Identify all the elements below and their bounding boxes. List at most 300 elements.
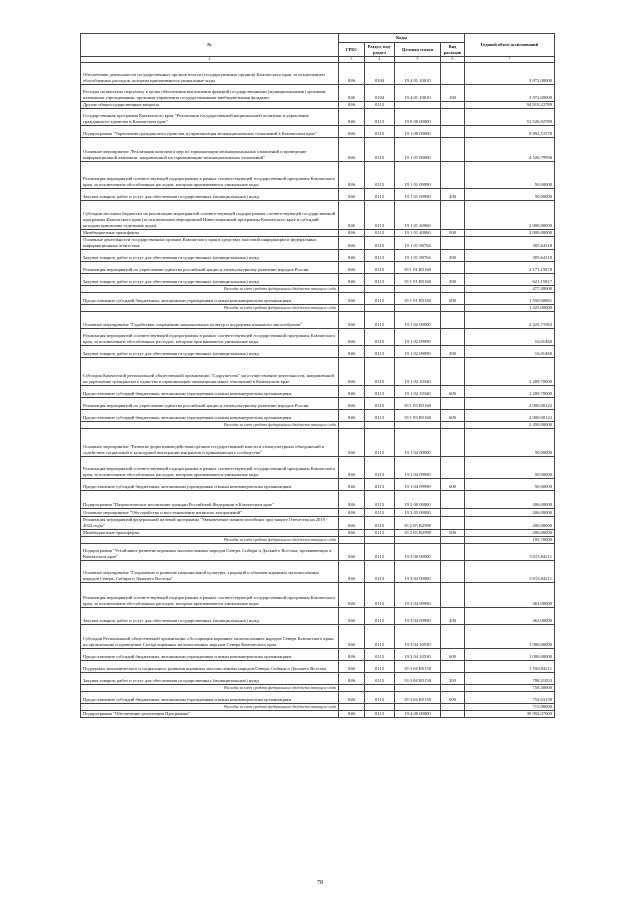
- row-razdel: 0113: [365, 109, 395, 126]
- row-amount: 206,00000: [465, 530, 555, 537]
- row-amount: 2 171,15878: [465, 262, 555, 274]
- row-name: Предоставление субсидий бюджетным, автономным учреждениям и иным некоммерческим организациям: [81, 649, 339, 661]
- row-amount: 3 013,84211: [465, 544, 555, 561]
- row-razdel: 0113: [365, 649, 395, 661]
- table-row: [81, 661, 555, 673]
- row-grbs: [339, 704, 365, 711]
- row-amount: 2 000,00000: [465, 201, 555, 230]
- table-row: [81, 608, 555, 625]
- row-expense-type: 200: [441, 608, 465, 625]
- row-expense-type: [441, 457, 465, 479]
- row-razdel: [365, 704, 395, 711]
- row-amount: 50,00000: [465, 429, 555, 457]
- row-name: Подпрограмма "Устойчивое развитие коренных малочисленных народов Севера, Сибири и Дальнего Востока, проживающих в Камчатском крае": [81, 544, 339, 561]
- row-grbs: 846: [339, 162, 365, 189]
- row-grbs: [339, 422, 365, 429]
- row-name: Предоставление субсидий бюджетным, автономным учреждениям и иным некоммерческим организациям: [81, 386, 339, 398]
- row-amount: 51 526,92789: [465, 109, 555, 126]
- table-row: [81, 189, 555, 201]
- row-target-article: 19 1 01 R5160: [395, 293, 441, 305]
- row-amount: 1 000,00000: [465, 625, 555, 649]
- row-razdel: 0113: [365, 561, 395, 583]
- row-target-article: 19 1 01 98704: [395, 237, 441, 250]
- row-amount: 4 526,79996: [465, 138, 555, 162]
- row-expense-type: [441, 63, 465, 85]
- row-target-article: 19 1 01 R5160: [395, 274, 441, 286]
- row-razdel: 0113: [365, 583, 395, 608]
- row-grbs: 846: [339, 479, 365, 491]
- table-row: [81, 711, 555, 718]
- row-expense-type: [441, 138, 465, 162]
- table-row: [81, 429, 555, 457]
- row-grbs: 846: [339, 583, 365, 608]
- row-name: Расходы за счет средств федерального бюджета текущего года: [81, 685, 339, 692]
- row-grbs: 846: [339, 692, 365, 704]
- row-grbs: [339, 305, 365, 312]
- row-expense-type: [441, 661, 465, 673]
- table-row: [81, 517, 555, 530]
- row-target-article: [395, 305, 441, 312]
- row-expense-type: 200: [441, 673, 465, 685]
- row-grbs: 846: [339, 386, 365, 398]
- row-razdel: 0113: [365, 544, 395, 561]
- row-name: Реализация мероприятий соответствующей подпрограммы в рамках соответствующей государственной программы Камчатского края, за исключением обособленных расходов, которым присваиваются уникальные коды: [81, 162, 339, 189]
- row-expense-type: [441, 544, 465, 561]
- row-razdel: 0113: [365, 517, 395, 530]
- row-expense-type: 500: [441, 230, 465, 237]
- row-amount: 2 225,71582: [465, 312, 555, 329]
- row-target-article: 19 1 01 R5160: [395, 262, 441, 274]
- row-expense-type: 500: [441, 530, 465, 537]
- row-target-article: [395, 102, 441, 109]
- row-target-article: 19 3 04 10530: [395, 649, 441, 661]
- table-row: [81, 230, 555, 237]
- table-row: [81, 237, 555, 250]
- row-amount: 16,01460: [465, 329, 555, 346]
- row-expense-type: [441, 329, 465, 346]
- table-row: [81, 673, 555, 685]
- row-name: Государственная программа Камчатского края "Реализация государственной национальной политики и укрепление гражданского единства в Камчатском крае": [81, 109, 339, 126]
- row-expense-type: 100: [441, 85, 465, 102]
- row-amount: 195,70000: [465, 537, 555, 544]
- row-razdel: 0113: [365, 673, 395, 685]
- row-grbs: 846: [339, 189, 365, 201]
- table-row: [81, 293, 555, 305]
- row-target-article: [395, 685, 441, 692]
- row-amount: 477,49000: [465, 286, 555, 293]
- row-razdel: 0113: [365, 329, 395, 346]
- row-razdel: [365, 422, 395, 429]
- column-number: 3: [339, 57, 365, 63]
- row-expense-type: [441, 537, 465, 544]
- row-expense-type: 600: [441, 293, 465, 305]
- row-amount: 50,00000: [465, 162, 555, 189]
- row-name: Предоставление субсидий бюджетным, автономным учреждениям и иным некоммерческим организациям: [81, 479, 339, 491]
- row-expense-type: [441, 517, 465, 530]
- row-expense-type: [441, 162, 465, 189]
- row-target-article: 19 1 03 R5160: [395, 410, 441, 422]
- row-grbs: 846: [339, 711, 365, 718]
- federal-funds-note-row: [81, 422, 555, 429]
- row-razdel: 0113: [365, 398, 395, 410]
- column-number: 6: [441, 57, 465, 63]
- table-row: [81, 561, 555, 583]
- row-target-article: 19 3 04 10530: [395, 625, 441, 649]
- row-target-article: 19 3 04 09990: [395, 583, 441, 608]
- row-target-article: 19 1 01 98704: [395, 250, 441, 262]
- row-target-article: 19 1 02 00000: [395, 312, 441, 329]
- row-amount: 206,00000: [465, 509, 555, 517]
- row-name: Предоставление субсидий бюджетным, автономным учреждениям и иным некоммерческим организациям: [81, 692, 339, 704]
- row-expense-type: 600: [441, 649, 465, 661]
- row-target-article: 19 1 01 09990: [395, 189, 441, 201]
- federal-funds-note-row: [81, 685, 555, 692]
- row-razdel: 0113: [365, 237, 395, 250]
- row-expense-type: [441, 429, 465, 457]
- row-expense-type: [441, 102, 465, 109]
- row-amount: 2 209,70000: [465, 386, 555, 398]
- row-amount: 1 550,84211: [465, 661, 555, 673]
- row-expense-type: 200: [441, 274, 465, 286]
- table-row: [81, 491, 555, 509]
- row-amount: 2 000,00122: [465, 398, 555, 410]
- row-name: Субсидия Региональной общественной организации «Ассоциация коренных малочисленных народов Севера Камчатского края» на организацию и проведение Съезда коренных малочисленных народов Севера Камчатского края: [81, 625, 339, 649]
- row-name: Другие общегосударственные вопросы: [81, 102, 339, 109]
- row-name: Расходы за счет средств федерального бюджета текущего года: [81, 422, 339, 429]
- row-expense-type: [441, 491, 465, 509]
- row-amount: 2 000,00000: [465, 230, 555, 237]
- federal-funds-note-row: [81, 286, 555, 293]
- row-amount: 2 209,70000: [465, 358, 555, 386]
- row-razdel: 0113: [365, 126, 395, 138]
- row-razdel: 0104: [365, 85, 395, 102]
- row-razdel: 0113: [365, 312, 395, 329]
- row-amount: 39 992,07000: [465, 711, 555, 718]
- row-expense-type: 200: [441, 346, 465, 358]
- row-target-article: 19 3 04 R5150: [395, 673, 441, 685]
- table-row: [81, 262, 555, 274]
- row-expense-type: [441, 358, 465, 386]
- table-row: [81, 625, 555, 649]
- row-razdel: 0113: [365, 692, 395, 704]
- row-amount: 305,64118: [465, 237, 555, 250]
- table-row: [81, 274, 555, 286]
- row-target-article: 19 1 04 09990: [395, 457, 441, 479]
- row-razdel: [365, 685, 395, 692]
- row-razdel: [365, 305, 395, 312]
- row-name: Обеспечение деятельности государственных органов власти (государственных органов) Камчатского края, за исключением обособленных расходов, которым присваиваются уникальные коды: [81, 63, 339, 85]
- row-razdel: 0113: [365, 230, 395, 237]
- row-razdel: 0113: [365, 711, 395, 718]
- row-expense-type: [441, 262, 465, 274]
- row-expense-type: [441, 286, 465, 293]
- row-name: Реализация мероприятий соответствующей подпрограммы в рамках соответствующей государственной программы Камчатского края, за исключением обособленных расходов, которым присваиваются уникальные коды: [81, 457, 339, 479]
- row-grbs: [339, 685, 365, 692]
- row-expense-type: 600: [441, 410, 465, 422]
- row-amount: 1 425,00000: [465, 305, 555, 312]
- row-target-article: 19 4 00 00000: [395, 711, 441, 718]
- row-name: Основное мероприятие "Реализация комплекса мер по гармонизации межнациональных отношений и проведение информационной кампании, направленной на гармонизацию межнациональных отношений": [81, 138, 339, 162]
- row-name: Основное мероприятие "Развитие форм взаимодействия органов государственной власти и этнокультурных объединений и содействие социальной и культурной интеграции мигрантов и принимающего сообщества": [81, 429, 339, 457]
- column-number: 5: [395, 57, 441, 63]
- row-target-article: 19 1 01 40060: [395, 230, 441, 237]
- row-name: Основное мероприятие "Обустройство и восстановление воинских захоронений": [81, 509, 339, 517]
- header-expense-type: Вид расходов: [441, 43, 465, 57]
- table-row: [81, 509, 555, 517]
- row-name: Закупка товаров, работ и услуг для обеспечения государственных (муниципальных) нужд: [81, 608, 339, 625]
- row-razdel: 0113: [365, 386, 395, 398]
- row-razdel: 0113: [365, 410, 395, 422]
- row-expense-type: [441, 126, 465, 138]
- row-grbs: 846: [339, 625, 365, 649]
- row-name: Закупка товаров, работ и услуг для обеспечения государственных (муниципальных) нужд: [81, 673, 339, 685]
- table-row: [81, 544, 555, 561]
- row-amount: 463,00000: [465, 583, 555, 608]
- header-codes: Коды: [339, 34, 465, 43]
- row-target-article: [395, 286, 441, 293]
- row-name: Реализация мероприятий соответствующей подпрограммы в рамках соответствующей государственной программы Камчатского края, за исключением обособленных расходов, которым присваиваются уникальные коды: [81, 583, 339, 608]
- row-grbs: 846: [339, 398, 365, 410]
- row-grbs: 846: [339, 346, 365, 358]
- table-row: [81, 649, 555, 661]
- row-target-article: 19 2 05 R2990: [395, 517, 441, 530]
- row-amount: 752,63158: [465, 692, 555, 704]
- table-row: [81, 398, 555, 410]
- row-grbs: 846: [339, 649, 365, 661]
- row-grbs: 846: [339, 509, 365, 517]
- row-grbs: 846: [339, 201, 365, 230]
- row-razdel: 0113: [365, 491, 395, 509]
- row-grbs: [339, 286, 365, 293]
- row-target-article: 19 0 00 00000: [395, 109, 441, 126]
- row-grbs: 846: [339, 126, 365, 138]
- row-grbs: 846: [339, 109, 365, 126]
- table-row: [81, 692, 555, 704]
- row-razdel: 0113: [365, 102, 395, 109]
- row-expense-type: [441, 201, 465, 230]
- row-razdel: 0113: [365, 189, 395, 201]
- row-grbs: 846: [339, 561, 365, 583]
- table-row: [81, 126, 555, 138]
- row-amount: 50,00000: [465, 479, 555, 491]
- row-razdel: 0113: [365, 625, 395, 649]
- row-razdel: 0113: [365, 162, 395, 189]
- header-name: №: [81, 34, 339, 57]
- row-expense-type: [441, 509, 465, 517]
- row-amount: 758,30000: [465, 685, 555, 692]
- row-amount: 798,21053: [465, 673, 555, 685]
- row-target-article: 19 1 02 09990: [395, 329, 441, 346]
- row-grbs: [339, 537, 365, 544]
- row-razdel: 0113: [365, 274, 395, 286]
- row-amount: 50,00000: [465, 189, 555, 201]
- row-razdel: [365, 537, 395, 544]
- row-name: Субсидии местным бюджетам на реализацию мероприятий соответствующей подпрограммы соответствующей государственной программы Камчатского края (за исключением мероприятий Инвестиционной программы Камчатского края и субсидий, которым присвоены отдельные коды): [81, 201, 339, 230]
- column-number: 2: [81, 57, 339, 63]
- row-razdel: 0113: [365, 262, 395, 274]
- row-amount: 305,64118: [465, 250, 555, 262]
- row-razdel: 0104: [365, 63, 395, 85]
- row-grbs: 846: [339, 544, 365, 561]
- row-grbs: 846: [339, 457, 365, 479]
- row-grbs: 846: [339, 293, 365, 305]
- row-target-article: 19 3 00 00000: [395, 544, 441, 561]
- table-row: [81, 138, 555, 162]
- row-grbs: 846: [339, 85, 365, 102]
- table-row: [81, 530, 555, 537]
- row-amount: 1 550,00061: [465, 293, 555, 305]
- row-grbs: 846: [339, 329, 365, 346]
- row-razdel: 0113: [365, 530, 395, 537]
- row-razdel: 0113: [365, 457, 395, 479]
- row-expense-type: 200: [441, 250, 465, 262]
- row-name: Расходы за счет средств федерального бюджета текущего года: [81, 286, 339, 293]
- row-name: Расходы за счет средств федерального бюджета текущего года: [81, 305, 339, 312]
- row-expense-type: 600: [441, 692, 465, 704]
- row-grbs: 846: [339, 661, 365, 673]
- row-razdel: 0113: [365, 138, 395, 162]
- row-expense-type: 600: [441, 386, 465, 398]
- row-name: Закупка товаров, работ и услуг для обеспечения государственных (муниципальных) нужд: [81, 346, 339, 358]
- row-amount: 206,00000: [465, 517, 555, 530]
- table-row: [81, 346, 555, 358]
- row-grbs: 846: [339, 250, 365, 262]
- table-row: [81, 312, 555, 329]
- row-expense-type: [441, 685, 465, 692]
- header-target-article: Целевая статья: [395, 43, 441, 57]
- row-razdel: 0113: [365, 429, 395, 457]
- header-amount: Годовой объем ассигнований: [465, 34, 555, 57]
- row-name: Закупка товаров, работ и услуг для обеспечения государственных (муниципальных) нужд: [81, 189, 339, 201]
- row-razdel: 0113: [365, 358, 395, 386]
- page-number: 78: [317, 880, 323, 886]
- row-grbs: 846: [339, 608, 365, 625]
- row-name: Закупка товаров, работ и услуг для обеспечения государственных (муниципальных) нужд: [81, 250, 339, 262]
- table-row: [81, 63, 555, 85]
- row-target-article: 19 1 03 R5160: [395, 398, 441, 410]
- row-amount: 1 000,00000: [465, 649, 555, 661]
- row-target-article: 19 2 05 00000: [395, 509, 441, 517]
- row-razdel: 0113: [365, 608, 395, 625]
- row-razdel: 0113: [365, 509, 395, 517]
- row-razdel: 0113: [365, 479, 395, 491]
- row-target-article: 19 2 05 R2990: [395, 530, 441, 537]
- row-name: Реализация мероприятий по укреплению единства российской нации и этнокультурному развитию народов России: [81, 262, 339, 274]
- row-target-article: 19 1 02 10340: [395, 386, 441, 398]
- row-grbs: 846: [339, 102, 365, 109]
- row-expense-type: 200: [441, 189, 465, 201]
- row-name: Основное мероприятие "Содействие сохранению национальных культур и поддержка языкового многообразия": [81, 312, 339, 329]
- row-razdel: 0113: [365, 201, 395, 230]
- row-expense-type: [441, 711, 465, 718]
- row-expense-type: [441, 704, 465, 711]
- row-grbs: 846: [339, 312, 365, 329]
- row-expense-type: [441, 312, 465, 329]
- row-name: Расходы на выплаты персоналу в целях обеспечения выполнения функций государственными (муниципальными) органами, казенными учреждениями, органами управления государственными внебюджетными фондами: [81, 85, 339, 102]
- row-name: Расходы за счет средств федерального бюджета текущего года: [81, 537, 339, 544]
- row-name: Подпрограмма "Укрепление гражданского единства и гармонизация межнациональных отношений в Камчатском крае": [81, 126, 339, 138]
- row-grbs: 846: [339, 358, 365, 386]
- row-expense-type: [441, 109, 465, 126]
- row-target-article: [395, 422, 441, 429]
- row-name: Поддержка экономического и социального развития коренных малочисленных народов Севера, Сибири и Дальнего Востока: [81, 661, 339, 673]
- row-target-article: 19 3 04 R5150: [395, 692, 441, 704]
- table-row: [81, 583, 555, 608]
- row-name: Межбюджетные трансферты: [81, 230, 339, 237]
- row-target-article: 19 1 04 09990: [395, 479, 441, 491]
- row-grbs: 846: [339, 517, 365, 530]
- row-razdel: [365, 286, 395, 293]
- row-name: Подпрограмма "Обеспечение реализации Программы": [81, 711, 339, 718]
- row-name: Реализация мероприятий по укреплению единства российской нации и этнокультурному развитию народов России: [81, 398, 339, 410]
- row-expense-type: 600: [441, 479, 465, 491]
- row-target-article: 19 2 00 00000: [395, 491, 441, 509]
- budget-table: [80, 33, 555, 718]
- row-amount: 3 013,84211: [465, 561, 555, 583]
- table-row: [81, 162, 555, 189]
- row-grbs: 846: [339, 429, 365, 457]
- row-amount: 50,00000: [465, 457, 555, 479]
- row-amount: 3 972,00000: [465, 85, 555, 102]
- header-razdel: Раздел, под-раздел: [365, 43, 395, 57]
- row-expense-type: [441, 305, 465, 312]
- table-row: [81, 457, 555, 479]
- row-amount: 3 972,00000: [465, 63, 555, 85]
- row-amount: 206,00000: [465, 491, 555, 509]
- row-razdel: 0113: [365, 250, 395, 262]
- row-name: Реализация мероприятий соответствующей подпрограммы в рамках соответствующей государственной программы Камчатского края, за исключением обособленных расходов, которым присваиваются уникальные коды: [81, 329, 339, 346]
- row-grbs: 846: [339, 230, 365, 237]
- row-razdel: 0113: [365, 293, 395, 305]
- federal-funds-note-row: [81, 537, 555, 544]
- row-amount: 8 892,51578: [465, 126, 555, 138]
- row-grbs: 846: [339, 410, 365, 422]
- column-number: 7: [465, 57, 555, 63]
- table-row: [81, 410, 555, 422]
- table-row: [81, 386, 555, 398]
- row-target-article: [395, 537, 441, 544]
- row-target-article: 19 1 02 10340: [395, 358, 441, 386]
- table-row: [81, 358, 555, 386]
- row-target-article: 19 4 01 10010: [395, 85, 441, 102]
- row-grbs: 846: [339, 138, 365, 162]
- row-expense-type: [441, 561, 465, 583]
- federal-funds-note-row: [81, 305, 555, 312]
- row-target-article: [395, 704, 441, 711]
- row-expense-type: [441, 398, 465, 410]
- federal-funds-note-row: [81, 704, 555, 711]
- row-target-article: 19 1 01 00000: [395, 138, 441, 162]
- table-row: [81, 201, 555, 230]
- row-grbs: 846: [339, 530, 365, 537]
- row-target-article: 19 4 01 10010: [395, 63, 441, 85]
- row-amount: 463,00000: [465, 608, 555, 625]
- row-name: Основное мероприятие "Сохранение и развитие национальной культуры, традиций и обычаев коренных малочисленных народов Севера, Сибири и Дальнего Востока": [81, 561, 339, 583]
- table-row: [81, 479, 555, 491]
- row-target-article: 19 1 01 40060: [395, 201, 441, 230]
- row-target-article: 19 1 04 00000: [395, 429, 441, 457]
- row-name: Подпрограмма "Патриотическое воспитание граждан Российской Федерации в Камчатском крае": [81, 491, 339, 509]
- row-grbs: 846: [339, 673, 365, 685]
- row-grbs: 846: [339, 262, 365, 274]
- table-row: [81, 109, 555, 126]
- row-name: Субсидия Камчатской региональной общественной организации "Содружество" на осуществление деятельности, направленной на укрепление гражданского единства и гармонизацию межнациональных отношений в Камчатском крае: [81, 358, 339, 386]
- row-grbs: 846: [339, 491, 365, 509]
- row-target-article: 19 3 04 R5150: [395, 661, 441, 673]
- table-row: [81, 250, 555, 262]
- row-target-article: 19 1 00 00000: [395, 126, 441, 138]
- table-row: [81, 85, 555, 102]
